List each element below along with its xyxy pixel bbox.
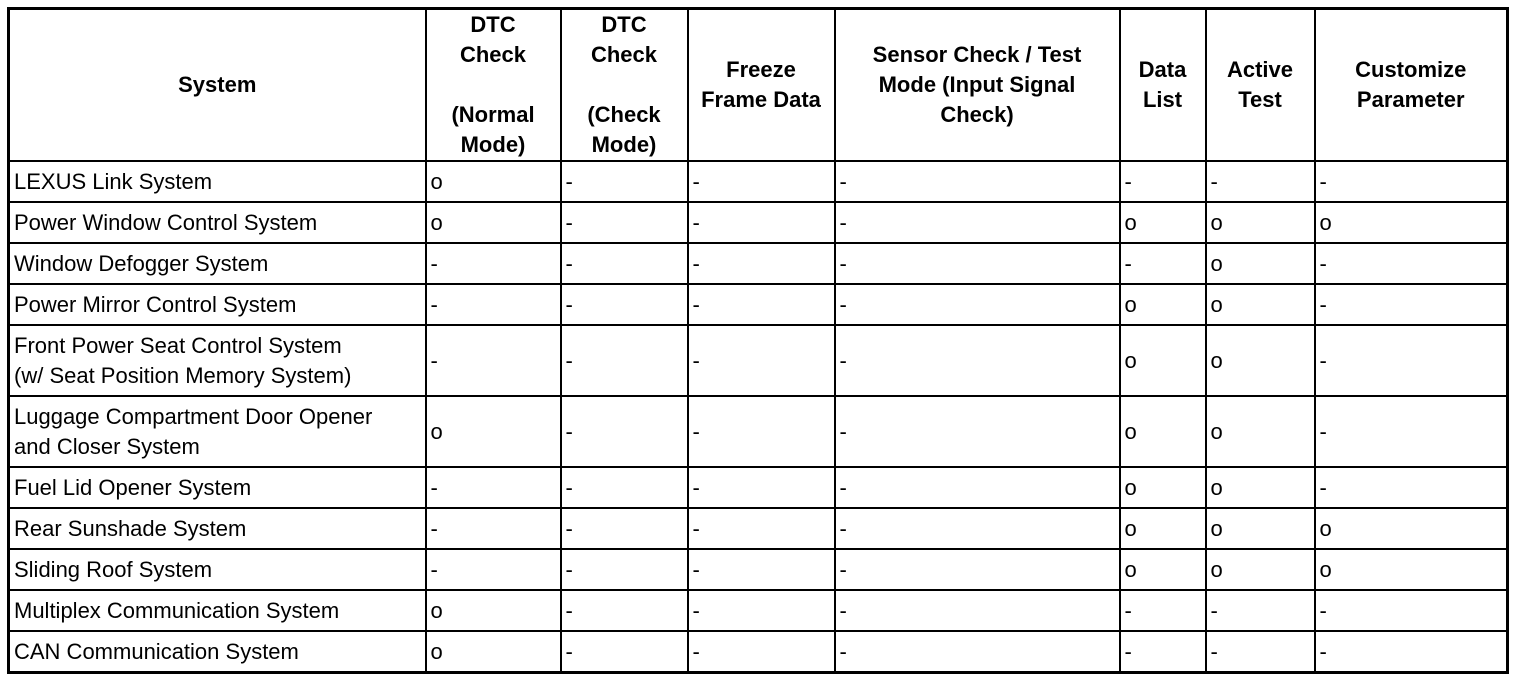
support-mark-cell: - <box>426 508 561 549</box>
support-mark-cell: - <box>426 325 561 396</box>
system-name-cell <box>9 161 426 202</box>
table-row <box>9 631 1508 673</box>
support-mark-cell: - <box>1315 325 1508 396</box>
table-row <box>9 284 1508 325</box>
system-name-line: Sliding Roof System <box>14 556 213 582</box>
support-mark-cell: o <box>1206 549 1315 590</box>
table-row <box>9 590 1508 631</box>
dtc-check-check-header <box>561 9 688 162</box>
support-mark-cell: - <box>835 549 1120 590</box>
header-line: Data <box>1138 57 1187 82</box>
support-mark-cell: - <box>835 467 1120 508</box>
support-mark-cell: - <box>561 396 688 467</box>
support-mark-cell: - <box>1315 243 1508 284</box>
support-mark-cell: - <box>688 396 835 467</box>
support-mark-cell: - <box>688 467 835 508</box>
header-line: Check <box>590 42 658 67</box>
table-row <box>9 161 1508 202</box>
support-mark-cell: - <box>835 396 1120 467</box>
freeze-frame-header <box>688 9 835 162</box>
header-line: Mode (Input Signal <box>878 72 1076 97</box>
system-name-line: Fuel Lid Opener System <box>14 474 252 500</box>
dtc-check-normal-header <box>426 9 561 162</box>
table-row <box>9 549 1508 590</box>
support-mark-cell: - <box>835 161 1120 202</box>
system-name-line: Multiplex Communication System <box>14 597 340 623</box>
system-header <box>9 9 426 162</box>
header-line: System <box>178 72 257 97</box>
support-mark-cell: - <box>1206 590 1315 631</box>
support-mark-cell: - <box>561 161 688 202</box>
support-mark-cell: - <box>835 325 1120 396</box>
support-mark-cell: - <box>1120 243 1206 284</box>
support-mark-cell: o <box>426 202 561 243</box>
header-line: Parameter <box>1356 87 1465 112</box>
header-line: Test <box>1238 87 1282 112</box>
header-line <box>431 70 556 100</box>
table-body <box>9 161 1508 673</box>
support-mark-cell: o <box>426 590 561 631</box>
support-mark-cell: - <box>1120 590 1206 631</box>
support-mark-cell: - <box>561 508 688 549</box>
support-mark-cell: o <box>426 396 561 467</box>
system-name-cell <box>9 325 426 396</box>
support-mark-cell: o <box>1120 396 1206 467</box>
support-mark-cell: - <box>1315 161 1508 202</box>
support-mark-cell: - <box>426 284 561 325</box>
support-mark-cell: - <box>426 467 561 508</box>
support-mark-cell: - <box>688 549 835 590</box>
support-mark-cell: o <box>426 631 561 673</box>
support-mark-cell: o <box>1120 549 1206 590</box>
system-name-line: Window Defogger System <box>14 250 269 276</box>
support-mark-cell: o <box>426 161 561 202</box>
header-line: (Normal <box>451 102 535 127</box>
support-mark-cell: - <box>835 590 1120 631</box>
system-name-cell <box>9 508 426 549</box>
header-line: DTC <box>601 12 647 37</box>
support-mark-cell: - <box>1315 284 1508 325</box>
support-mark-cell: - <box>1120 161 1206 202</box>
support-mark-cell: - <box>835 631 1120 673</box>
support-mark-cell: - <box>561 631 688 673</box>
support-mark-cell: - <box>835 202 1120 243</box>
support-mark-cell: - <box>835 284 1120 325</box>
support-mark-cell: - <box>561 202 688 243</box>
support-mark-cell: - <box>688 325 835 396</box>
support-mark-cell: - <box>1206 161 1315 202</box>
support-mark-cell: o <box>1206 508 1315 549</box>
header-line: Sensor Check / Test <box>872 42 1082 67</box>
table-row <box>9 467 1508 508</box>
support-mark-cell: - <box>688 243 835 284</box>
support-mark-cell: o <box>1315 508 1508 549</box>
support-mark-cell: o <box>1315 549 1508 590</box>
header-line: List <box>1142 87 1183 112</box>
support-mark-cell: - <box>1315 396 1508 467</box>
support-mark-cell: o <box>1206 396 1315 467</box>
system-name-cell <box>9 590 426 631</box>
support-mark-cell: o <box>1206 284 1315 325</box>
support-mark-cell: o <box>1120 284 1206 325</box>
support-mark-cell: - <box>688 590 835 631</box>
support-mark-cell: o <box>1120 202 1206 243</box>
support-mark-cell: - <box>561 549 688 590</box>
header-line: Mode) <box>591 132 657 157</box>
support-mark-cell: - <box>835 508 1120 549</box>
support-mark-cell: o <box>1206 202 1315 243</box>
diagnostic-function-table <box>7 7 1509 674</box>
support-mark-cell: - <box>561 284 688 325</box>
system-name-cell <box>9 396 426 467</box>
system-name-cell <box>9 284 426 325</box>
system-name-cell <box>9 631 426 673</box>
system-name-line: Power Mirror Control System <box>14 291 297 317</box>
system-name-cell <box>9 467 426 508</box>
data-list-header <box>1120 9 1206 162</box>
system-name-line: (w/ Seat Position Memory System) <box>14 362 352 388</box>
support-mark-cell: - <box>561 590 688 631</box>
support-mark-cell: - <box>688 161 835 202</box>
support-mark-cell: - <box>688 202 835 243</box>
support-mark-cell: o <box>1120 467 1206 508</box>
header-line: Active <box>1226 57 1294 82</box>
support-mark-cell: - <box>688 508 835 549</box>
header-line: Mode) <box>460 132 526 157</box>
support-mark-cell: o <box>1206 467 1315 508</box>
support-mark-cell: - <box>1315 590 1508 631</box>
support-mark-cell: - <box>1315 631 1508 673</box>
support-mark-cell: o <box>1315 202 1508 243</box>
system-name-cell <box>9 549 426 590</box>
table-row <box>9 396 1508 467</box>
support-mark-cell: - <box>1206 631 1315 673</box>
support-mark-cell: - <box>426 243 561 284</box>
system-name-line: LEXUS Link System <box>14 168 213 194</box>
support-mark-cell: o <box>1120 325 1206 396</box>
system-name-line: Rear Sunshade System <box>14 515 247 541</box>
support-mark-cell: - <box>561 467 688 508</box>
system-name-line: CAN Communication System <box>14 638 299 664</box>
support-mark-cell: - <box>1315 467 1508 508</box>
header-line: DTC <box>470 12 516 37</box>
support-mark-cell: - <box>561 325 688 396</box>
table-row <box>9 508 1508 549</box>
header-line: Frame Data <box>701 87 821 112</box>
system-name-line: Front Power Seat Control System <box>14 332 342 358</box>
support-mark-cell: - <box>426 549 561 590</box>
support-mark-cell: o <box>1206 325 1315 396</box>
table-row <box>9 243 1508 284</box>
header-line: Customize <box>1355 57 1467 82</box>
header-line: Check) <box>940 102 1014 127</box>
header-line: Freeze <box>726 57 796 82</box>
table-row <box>9 325 1508 396</box>
active-test-header <box>1206 9 1315 162</box>
support-mark-cell: - <box>688 631 835 673</box>
customize-parameter-header <box>1315 9 1508 162</box>
support-mark-cell: o <box>1206 243 1315 284</box>
system-name-cell <box>9 243 426 284</box>
support-mark-cell: - <box>688 284 835 325</box>
system-name-cell <box>9 202 426 243</box>
support-mark-cell: o <box>1120 508 1206 549</box>
header-line: (Check <box>587 102 661 127</box>
sensor-check-header <box>835 9 1120 162</box>
header-row <box>9 9 1508 162</box>
header-line <box>566 70 683 100</box>
support-mark-cell: - <box>835 243 1120 284</box>
support-mark-cell: - <box>1120 631 1206 673</box>
system-name-line: Luggage Compartment Door Opener <box>14 403 373 429</box>
header-line: Check <box>459 42 527 67</box>
system-name-line: Power Window Control System <box>14 209 318 235</box>
table-row <box>9 202 1508 243</box>
support-mark-cell: - <box>561 243 688 284</box>
system-name-line: and Closer System <box>14 433 200 459</box>
